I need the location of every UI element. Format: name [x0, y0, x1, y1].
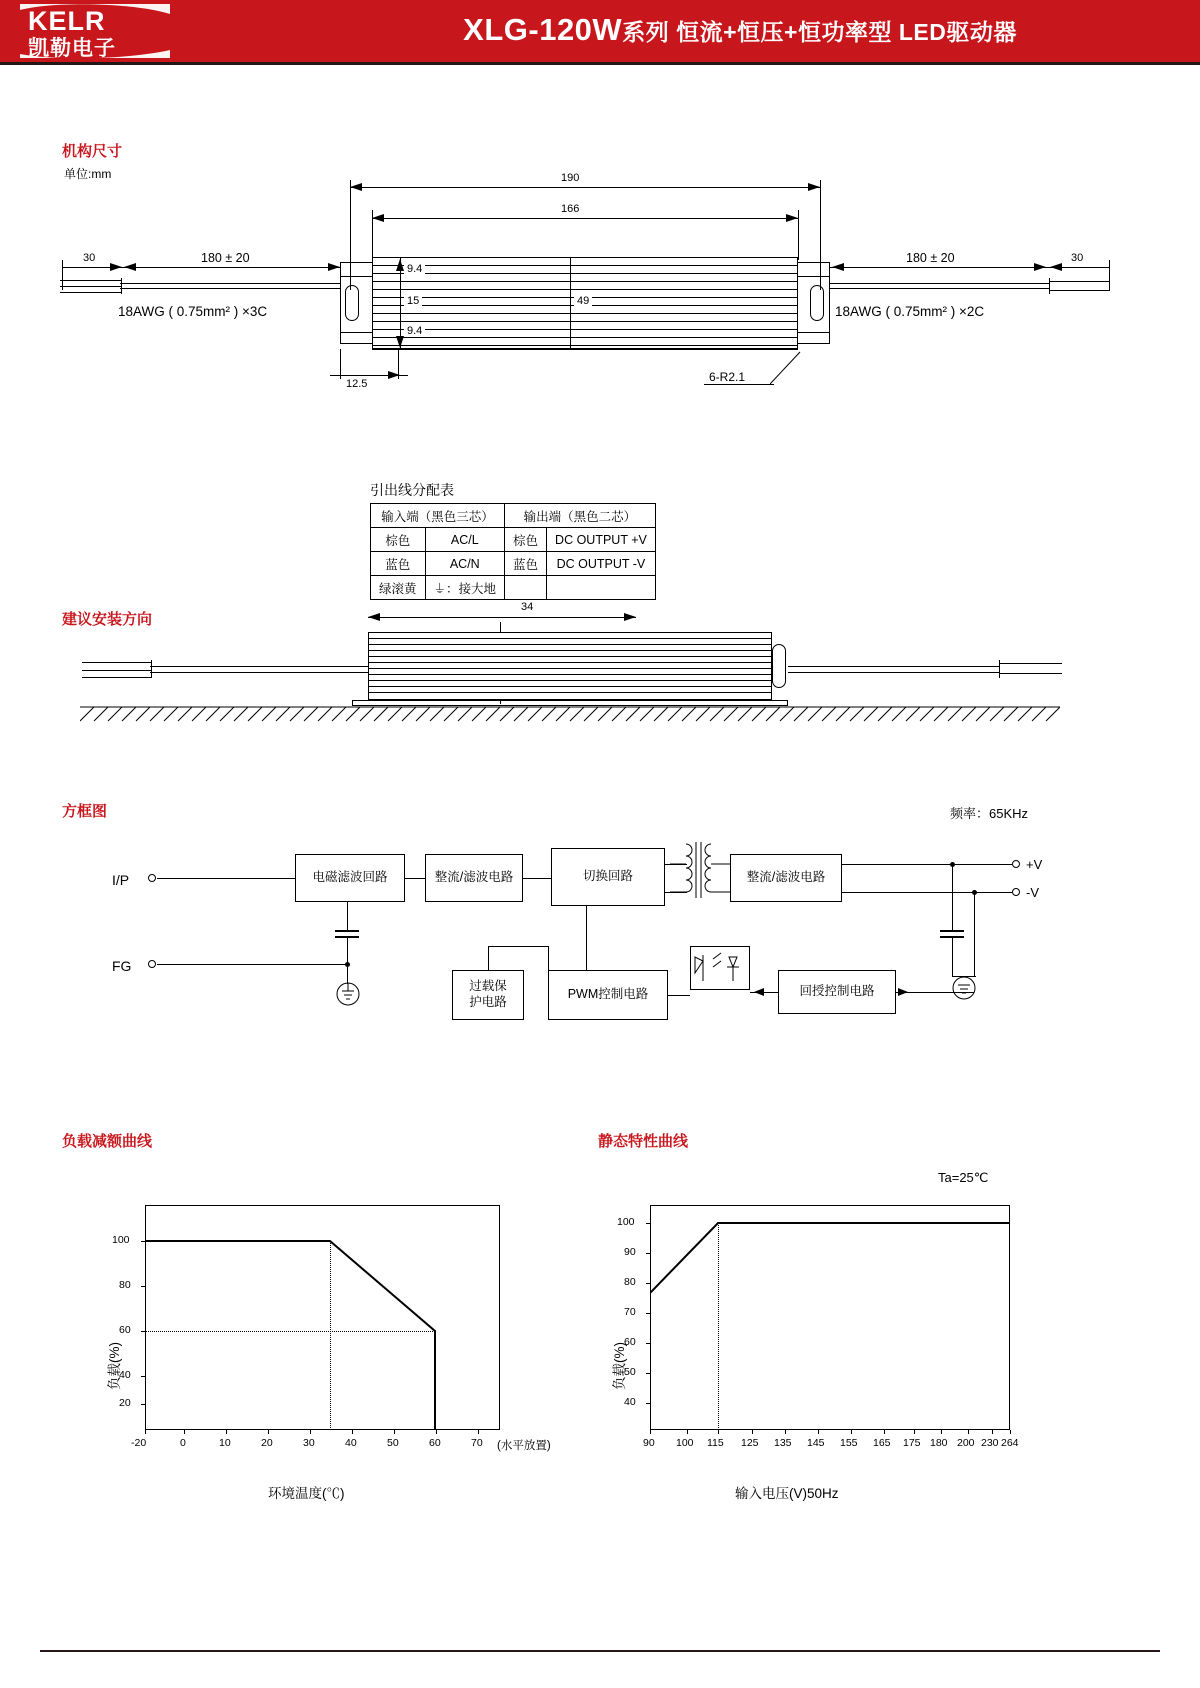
dim-166-line	[372, 218, 798, 219]
brand-name-cn: 凯勒电子	[28, 37, 116, 60]
chart-1-xlabel-50: 50	[387, 1437, 399, 1449]
chart-2-ytick	[646, 1253, 650, 1254]
chart-1-xlabel--20: -20	[131, 1437, 147, 1449]
chart-1-xlabel-30: 30	[303, 1437, 315, 1449]
install-fin	[369, 692, 771, 693]
outcap-plate-top	[940, 930, 964, 932]
leader-r21-line	[704, 384, 774, 385]
fin-line	[373, 345, 797, 346]
wire-outcap-bottom	[952, 938, 953, 976]
chart-2-ytick	[646, 1283, 650, 1284]
install-wire-right-strip-b	[1000, 673, 1062, 674]
chart-2-xlabel-145: 145	[807, 1437, 825, 1449]
chart-2-xtick	[884, 1430, 885, 1434]
chart-2-xlabel-264: 264	[1001, 1437, 1019, 1449]
chart-1-ytick	[141, 1331, 145, 1332]
wire-right-1	[830, 283, 1050, 284]
cell: 棕色	[505, 528, 547, 552]
page-header	[0, 0, 1200, 62]
input-terminal-icon	[148, 874, 156, 882]
dim-49-vline	[570, 257, 571, 349]
dim-9-4-bottom-text: 9.4	[404, 325, 425, 337]
wire-cap-to-fg	[347, 938, 348, 964]
mechanical-drawing	[0, 110, 1200, 430]
chart-1-xlabel-10: 10	[219, 1437, 231, 1449]
chart-2-guide-v115	[718, 1223, 719, 1430]
dim-34-text: 34	[518, 601, 536, 613]
table-row	[371, 576, 656, 600]
page-title-model: XLG-120W	[463, 12, 623, 47]
install-fin	[369, 674, 771, 675]
dim-30-right-text: 30	[1068, 252, 1086, 264]
arrow-180-right-a-icon	[830, 262, 846, 272]
fin-line	[373, 321, 797, 322]
install-wire-left-cap	[151, 660, 152, 678]
cell: ⏚：接大地	[425, 576, 505, 600]
fin-line	[373, 281, 797, 282]
chart-2-xtick	[718, 1430, 719, 1434]
cell: AC/N	[425, 552, 505, 576]
wire-right-strip-b	[1050, 290, 1110, 291]
chart-2-title: 静态特性曲线	[598, 1133, 689, 1150]
install-fin	[369, 662, 771, 663]
chart-1-ytick	[141, 1241, 145, 1242]
footer-divider	[40, 1650, 1160, 1652]
chart-2-xtick	[687, 1430, 688, 1434]
fin-line	[373, 265, 797, 266]
chart-2-xtick	[1010, 1430, 1011, 1434]
page-title-series: 系列 恒流+恒压+恒功率型 LED驱动器	[622, 19, 1017, 45]
chart-1-xtick	[436, 1430, 437, 1434]
chart-2-xtick	[785, 1430, 786, 1434]
chart-2-xtick	[818, 1430, 819, 1434]
wire-left-strip-c	[60, 292, 122, 293]
wire-table-title: 引出线分配表	[370, 482, 454, 498]
dim-34-line	[368, 617, 636, 618]
wire-fg-to-gnd	[347, 964, 348, 984]
chart-1-xtick	[394, 1430, 395, 1434]
chart-1-note: (水平放置)	[497, 1440, 551, 1452]
wire-right-strip-a	[1050, 281, 1110, 282]
chart-2-ytick	[646, 1373, 650, 1374]
leader-r21-diag	[770, 350, 804, 385]
chart-2-xtick	[992, 1430, 993, 1434]
dim-166-text: 166	[558, 203, 582, 215]
transformer-icon	[670, 836, 730, 910]
install-wire-right-top	[788, 666, 1000, 667]
table-header-output: 输出端（黑色二芯）	[505, 504, 656, 528]
chart-1-ytick	[141, 1286, 145, 1287]
chart-1-guide-v35	[330, 1241, 331, 1430]
note-6-r21: 6-R2.1	[706, 370, 748, 384]
chart-2-curve	[650, 1205, 1011, 1431]
chart-2-xtick	[650, 1430, 651, 1434]
wire-assignment-table	[370, 480, 656, 600]
chart-2-ylabel-50: 50	[624, 1366, 636, 1378]
chart-1-ylabel-60: 60	[119, 1324, 131, 1336]
block-ocp-line2: 护电路	[469, 995, 507, 1009]
wire-right-2	[830, 288, 1050, 289]
dim-9-4-top-text: 9.4	[404, 263, 425, 275]
output-neg-terminal-icon	[1012, 888, 1020, 896]
earth-ground-icon	[331, 982, 365, 1006]
wire-right-cap	[1049, 278, 1050, 294]
install-wire-right-cap	[999, 660, 1000, 678]
block-diagram	[0, 800, 1200, 1060]
chart-2-xtick	[851, 1430, 852, 1434]
chart-2-ylabel-80: 80	[624, 1276, 636, 1288]
wire-left-cap	[121, 278, 122, 294]
arrow-34-left-icon	[366, 612, 382, 622]
install-fin	[369, 668, 771, 669]
chart-1-xtick	[226, 1430, 227, 1434]
body-top-edge	[372, 257, 798, 258]
chart-1-ylabel-40: 40	[119, 1369, 131, 1381]
wire-left-strip-a	[60, 280, 122, 281]
bracket-right-line	[798, 276, 830, 277]
cell: 蓝色	[505, 552, 547, 576]
chart-1-curve	[145, 1205, 501, 1431]
arrow-fb-in-icon	[896, 987, 910, 997]
dim-30-right-ext	[1109, 260, 1110, 290]
block-ocp-line1: 过载保	[469, 979, 507, 994]
section-title-blockdiagram: 方框图	[62, 803, 108, 820]
fin-line	[373, 329, 797, 330]
wire-pwm-to-opto	[668, 995, 690, 996]
chart-1-ylabel-20: 20	[119, 1397, 131, 1409]
cell	[505, 576, 547, 600]
install-fin	[369, 686, 771, 687]
chart-2-ylabel-70: 70	[624, 1306, 636, 1318]
dim-180-right-text: 180 ± 20	[903, 251, 958, 265]
fin-line	[373, 273, 797, 274]
install-wire-left-top	[150, 666, 368, 667]
bracket-right-line	[798, 332, 830, 333]
chart-2-ylabel-40: 40	[624, 1396, 636, 1408]
arrow-right-190-icon	[806, 182, 822, 192]
arrow-125-icon	[386, 370, 402, 380]
arrow-34-right-icon	[622, 612, 638, 622]
chart-1-xlabel-70: 70	[471, 1437, 483, 1449]
mount-hole-left	[345, 285, 359, 321]
mounting-surface-hatch	[80, 706, 1060, 720]
dim-180-right-line	[830, 267, 1048, 268]
chart-2-xlabel-125: 125	[741, 1437, 759, 1449]
chart-2-ytick	[646, 1223, 650, 1224]
chart-1-ylabel-80: 80	[119, 1279, 131, 1291]
fg-terminal-label: FG	[112, 958, 132, 974]
arrow-180-left-b-icon	[326, 262, 342, 272]
dim-190-line	[350, 187, 820, 188]
chart-1-yaxis-title: 负载(%)	[107, 1342, 122, 1390]
wire-outcap-top	[952, 864, 953, 930]
install-wire-right-bot	[788, 672, 1000, 673]
chart-2-xlabel-230: 230	[981, 1437, 999, 1449]
hatch-pattern-icon	[80, 706, 1060, 722]
install-wire-right-strip-a	[1000, 663, 1062, 664]
body-bottom-edge	[372, 349, 798, 350]
chart-1-ytick	[141, 1376, 145, 1377]
wire-emi-to-cap	[347, 902, 348, 930]
optocoupler-icon	[691, 947, 749, 989]
chart-2-xlabel-90: 90	[643, 1437, 655, 1449]
wire-ocp-up	[488, 946, 489, 970]
dim-180-left-line	[122, 267, 340, 268]
wire-left-2	[120, 288, 340, 289]
bracket-left-line	[340, 332, 372, 333]
wire-outneg-down	[974, 892, 975, 976]
wire-ocp-to-pwm	[548, 946, 549, 970]
arrow-180-left-a-icon	[122, 262, 138, 272]
chart-1-xlabel-20: 20	[261, 1437, 273, 1449]
wire-left-strip-b	[60, 286, 122, 287]
fin-line	[373, 337, 797, 338]
chart-1-xtick	[310, 1430, 311, 1434]
chart-1-xaxis-title: 环境温度(℃)	[268, 1486, 345, 1501]
fin-line	[373, 313, 797, 314]
bracket-left-line	[340, 276, 372, 277]
install-fin	[369, 644, 771, 645]
chart-2-xlabel-135: 135	[774, 1437, 792, 1449]
dim-15-text: 15	[404, 295, 422, 307]
block-feedback-control: 回授控制电路	[778, 970, 896, 1014]
chart-2-xaxis-title: 输入电压(V)50Hz	[735, 1486, 839, 1501]
chart-1-xlabel-0: 0	[180, 1437, 186, 1449]
section-title-install: 建议安装方向	[62, 611, 153, 628]
cell: 蓝色	[371, 552, 426, 576]
cell: DC OUTPUT +V	[547, 528, 656, 552]
block-rectifier-2: 整流/滤波电路	[730, 854, 842, 902]
chart-2-xtick	[752, 1430, 753, 1434]
arrow-30-right-icon	[1048, 262, 1064, 272]
table-row	[371, 552, 656, 576]
chart-2-xlabel-100: 100	[676, 1437, 694, 1449]
chart-1-xtick	[184, 1430, 185, 1434]
dim-30-left-text: 30	[80, 252, 98, 264]
wire-ocp-to-pwm-top	[488, 946, 548, 947]
chart-2-xtick	[941, 1430, 942, 1434]
chart-1-ylabel-100: 100	[112, 1234, 130, 1246]
brand-name-en: KELR	[28, 6, 106, 36]
page-title	[300, 12, 1180, 48]
chart-2-ylabel-60: 60	[624, 1336, 636, 1348]
dim-30-left-ext	[62, 260, 63, 290]
chart-2-xlabel-115: 115	[707, 1437, 724, 1449]
chart-2-ylabel-90: 90	[624, 1246, 636, 1258]
install-fin	[369, 638, 771, 639]
chart-2-yaxis-title: 负载(%)	[612, 1342, 627, 1390]
chart-1-xlabel-60: 60	[429, 1437, 441, 1449]
install-fin	[369, 650, 771, 651]
wire-pwm-to-switch	[586, 906, 587, 970]
chart-2-xlabel-200: 200	[957, 1437, 975, 1449]
chart-1-xtick	[352, 1430, 353, 1434]
output-neg-label: -V	[1026, 885, 1039, 900]
fg-terminal-icon	[148, 960, 156, 968]
wire-rect1-to-switch	[523, 878, 551, 879]
output-pos-terminal-icon	[1012, 860, 1020, 868]
install-orientation-drawing	[0, 600, 1200, 750]
chart-2-xlabel-180: 180	[930, 1437, 948, 1449]
arrow-left-190-icon	[348, 182, 364, 192]
chart-1-guide-h60	[146, 1331, 435, 1332]
wire-spec-left: 18AWG ( 0.75mm² ) ×3C	[118, 304, 268, 319]
mount-hole-right	[810, 285, 824, 321]
table-header-row	[371, 504, 656, 528]
chart-2-ytick	[646, 1343, 650, 1344]
block-emi-filter: 电磁滤波回路	[295, 854, 405, 902]
cell: DC OUTPUT -V	[547, 552, 656, 576]
cell: 绿滚黄	[371, 576, 426, 600]
frequency-label: 频率：65KHz	[950, 806, 1029, 821]
chart-2-xlabel-155: 155	[840, 1437, 858, 1449]
install-housing	[368, 632, 772, 700]
wire-left-1	[120, 283, 340, 284]
block-rectifier-1: 整流/滤波电路	[425, 854, 523, 902]
install-mount-hole	[772, 644, 786, 688]
chart-2-xlabel-165: 165	[873, 1437, 891, 1449]
wire-emi-to-rect1	[405, 878, 425, 879]
install-wire-left-bot	[150, 672, 368, 673]
table-header-input: 输入端（黑色三芯）	[371, 504, 505, 528]
cell	[547, 576, 656, 600]
dim-12-5-text: 12.5	[343, 378, 370, 390]
chart-2-annotation: Ta=25℃	[938, 1170, 989, 1185]
wire-spec-right: 18AWG ( 0.75mm² ) ×2C	[835, 304, 985, 319]
cap-plate-top	[335, 930, 359, 932]
install-wire-left-strip-b	[82, 670, 152, 671]
install-fin	[369, 656, 771, 657]
chart-1-xtick	[145, 1430, 146, 1434]
arrow-180-right-b-icon	[1032, 262, 1048, 272]
chart-1-xtick	[478, 1430, 479, 1434]
install-wire-left-strip-c	[82, 677, 152, 678]
optocoupler	[690, 946, 750, 990]
chart-2-xtick	[968, 1430, 969, 1434]
arrow-left-166-icon	[370, 213, 386, 223]
arrow-fb-icon	[752, 987, 766, 997]
dim-190-text: 190	[558, 172, 582, 184]
chart-2-xtick	[914, 1430, 915, 1434]
wire-out-neg	[842, 892, 1012, 893]
dim-49-text: 49	[574, 295, 592, 307]
cell: AC/L	[425, 528, 505, 552]
chart-2-ylabel-100: 100	[617, 1216, 635, 1228]
table-row	[371, 528, 656, 552]
chart-1-title: 负载减额曲线	[62, 1133, 153, 1150]
block-switching: 切换回路	[551, 848, 665, 906]
earth-ground-output-icon	[947, 976, 981, 1000]
section-title-mechanical: 机构尺寸	[62, 143, 123, 160]
chart-1-ytick	[141, 1404, 145, 1405]
install-fin	[369, 680, 771, 681]
arrow-right-166-icon	[784, 213, 800, 223]
wire-fg	[157, 964, 347, 965]
block-pwm-control: PWM控制电路	[548, 970, 668, 1020]
block-ocp	[452, 970, 524, 1020]
unit-label: 单位:mm	[64, 167, 112, 181]
chart-1-xlabel-40: 40	[345, 1437, 357, 1449]
chart-2-ytick	[646, 1403, 650, 1404]
fin-line	[373, 289, 797, 290]
chart-1-xtick	[268, 1430, 269, 1434]
input-terminal-label: I/P	[112, 872, 130, 888]
wire-out-pos	[842, 864, 1012, 865]
dim-180-left-text: 180 ± 20	[198, 251, 253, 265]
cell: 棕色	[371, 528, 426, 552]
chart-1-guide-v60	[435, 1331, 436, 1430]
chart-2-ytick	[646, 1313, 650, 1314]
chart-2-xlabel-175: 175	[903, 1437, 921, 1449]
wire-ip-to-emi	[157, 878, 295, 879]
header-divider	[0, 62, 1200, 65]
install-wire-left-strip-a	[82, 662, 152, 663]
output-pos-label: +V	[1026, 857, 1043, 872]
brand-logo	[20, 4, 170, 58]
